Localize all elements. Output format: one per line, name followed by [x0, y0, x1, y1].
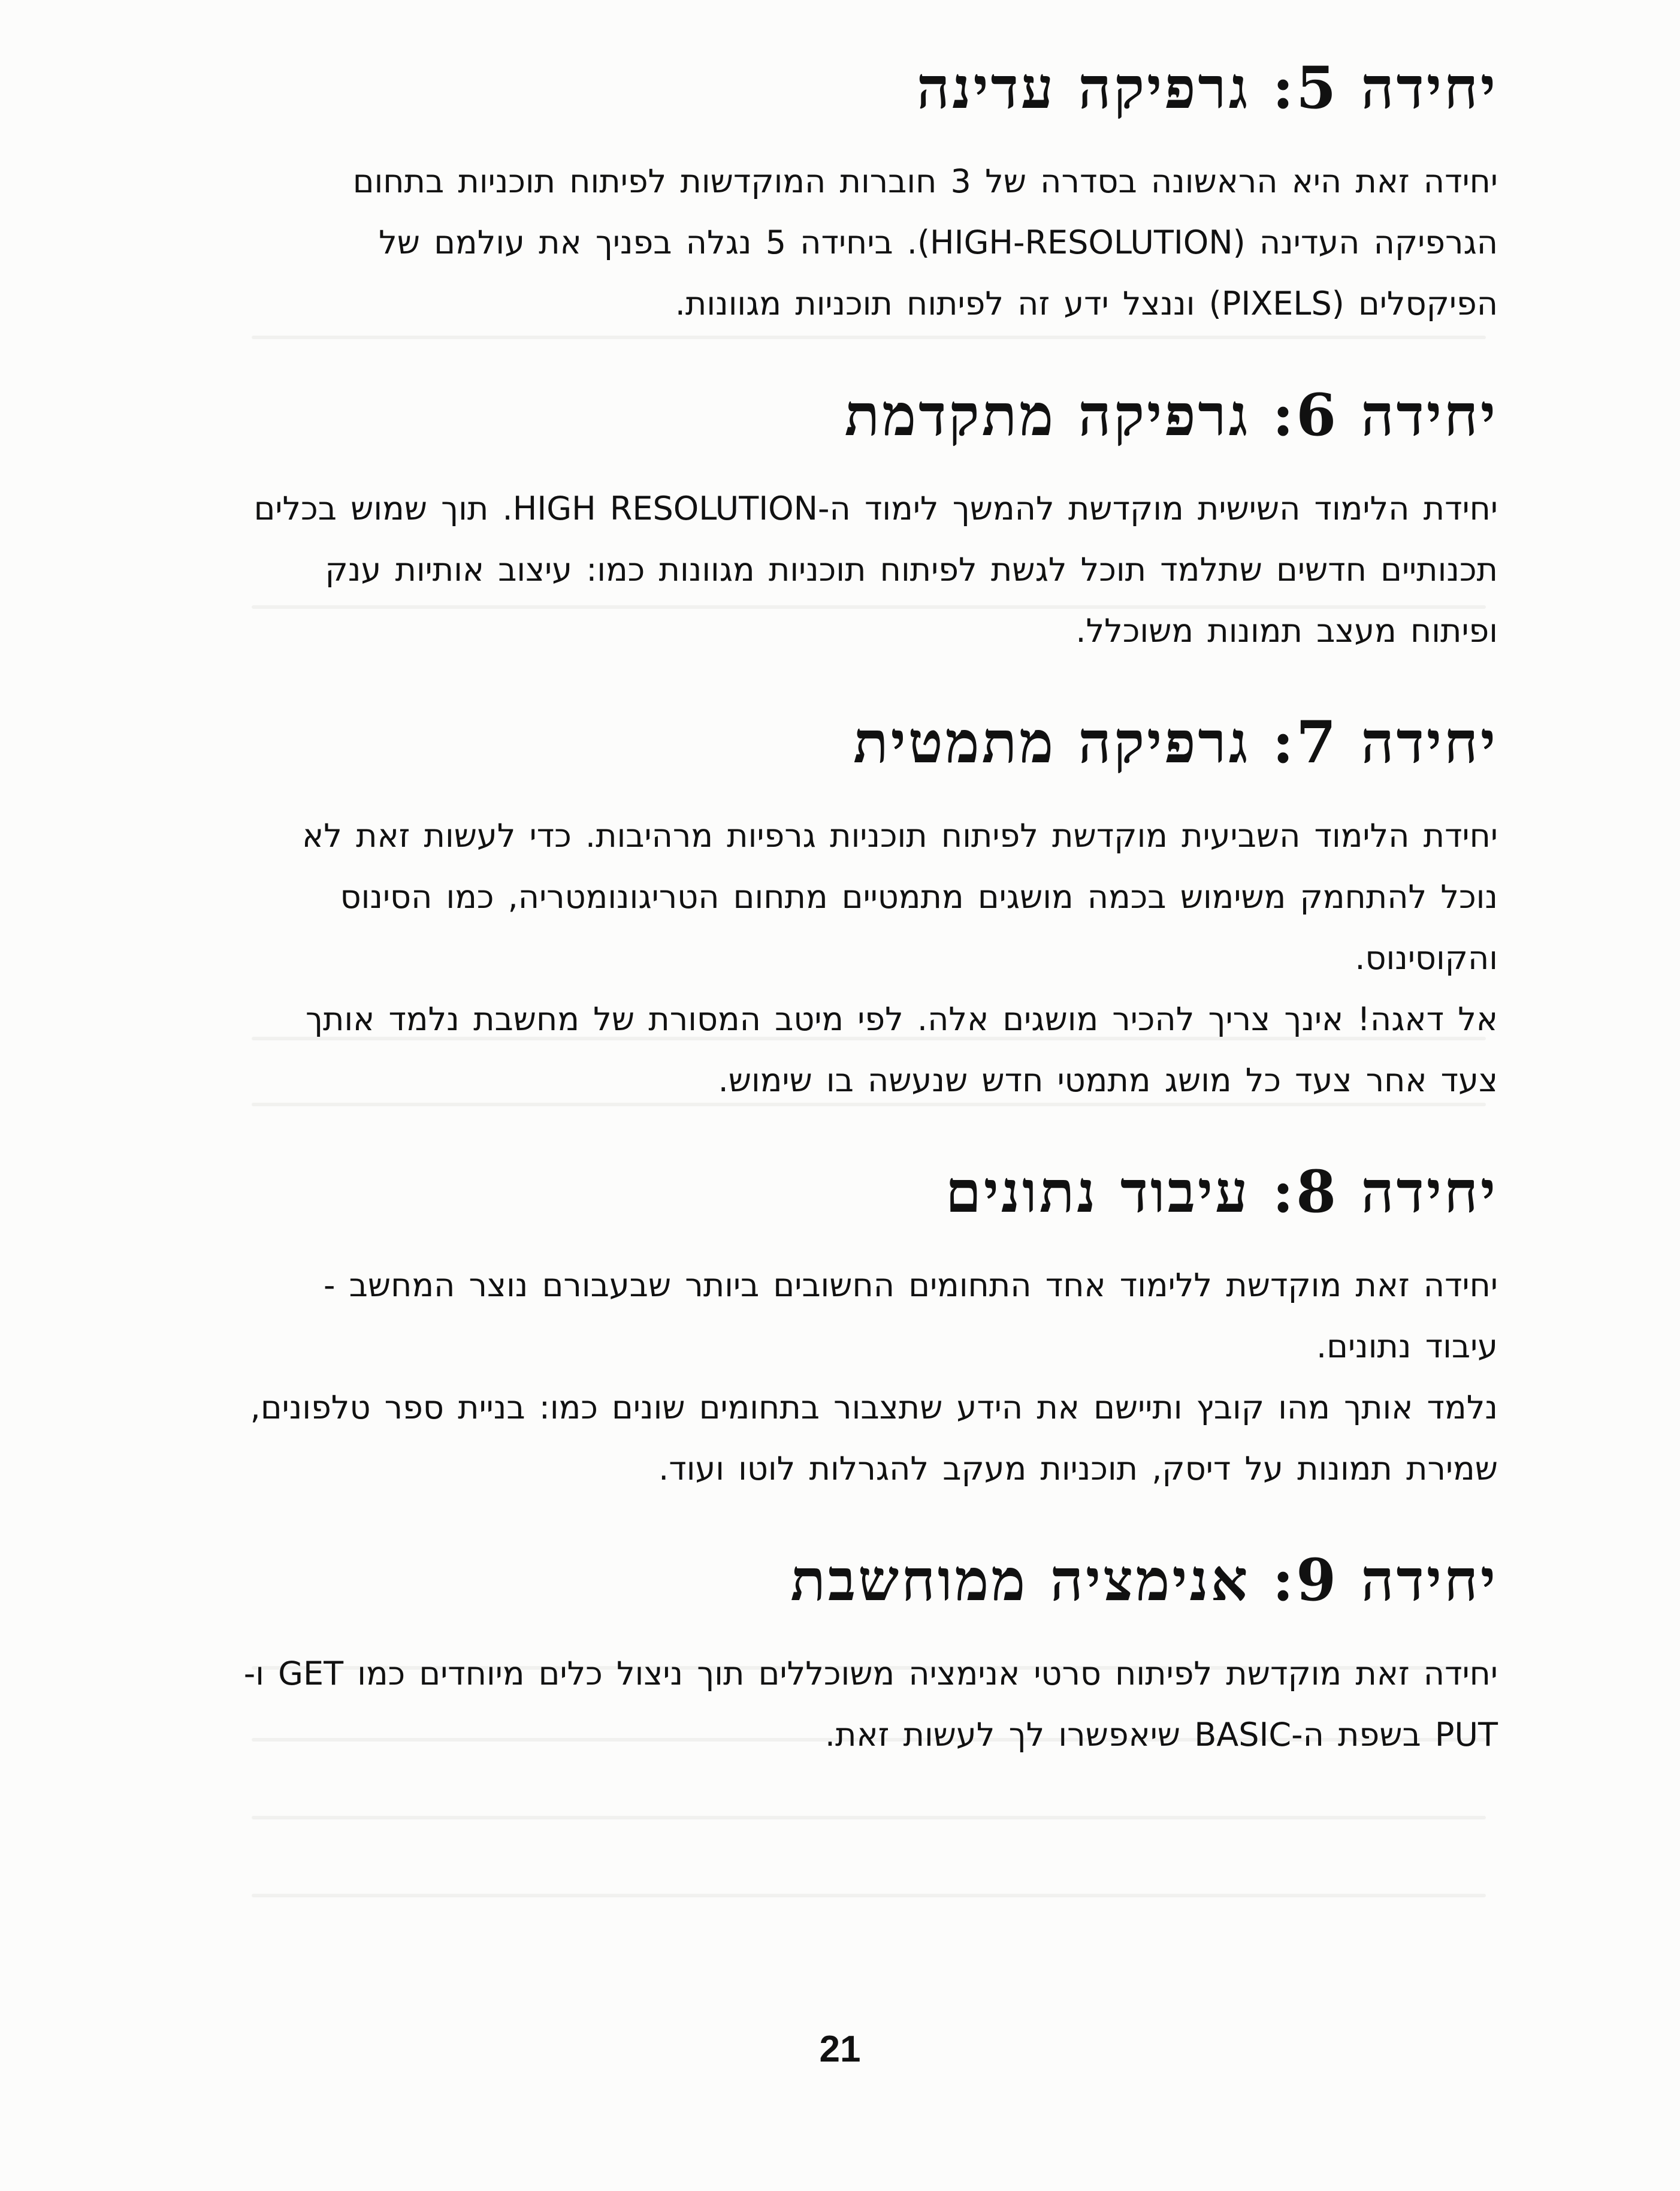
- unit-5-heading: יחידה 5: גרפיקה עדינה: [917, 54, 1498, 122]
- page-number: 21: [819, 2029, 861, 2070]
- unit-5-section: [240, 43, 1498, 334]
- show-through-line: [252, 1894, 1486, 1897]
- unit-9-paragraph: יחידה זאת מוקדשת לפיתוח סרטי אנימציה משוכללים תוך ניצול כלים מיוחדים כמו GET ו- PUT בשפת ה-BASIC שיאפשרו לך לעשות זאת.: [243, 1655, 1498, 1754]
- unit-7-section: [240, 698, 1498, 1111]
- unit-8-section: [240, 1147, 1498, 1499]
- unit-7-paragraph: אל דאגה! אינך צריך להכיר מושגים אלה. לפי מיטב המסורת של מחשבת נלמד אותך צעד אחר צעד כל מושג מתמטי חדש שנעשה בו שימוש.: [305, 1000, 1498, 1099]
- unit-8-heading: יחידה 8: עיבוד נתונים: [945, 1158, 1498, 1226]
- unit-9-section: [240, 1535, 1498, 1766]
- unit-8-paragraph: יחידה זאת מוקדשת ללימוד אחד התחומים החשובים ביותר שבעבורם נוצר המחשב - עיבוד נתונים.: [324, 1266, 1498, 1365]
- unit-6-section: [240, 370, 1498, 662]
- unit-9-heading: יחידה 9: אנימציה ממוחשבת: [790, 1546, 1498, 1614]
- unit-6-paragraph: יחידת הלימוד השישית מוקדשת להמשך לימוד ה-HIGH RESOLUTION. תוך שמוש בכלים תכנותיים חדשים שתלמד תוכל לגשת לפיתוח תוכניות מגוונות כמו: עיצוב אותיות ענק ופיתוח מעצב תמונות משוכלל.: [253, 490, 1498, 650]
- unit-6-heading: יחידה 6: גרפיקה מתקדמת: [844, 381, 1498, 449]
- show-through-line: [252, 1816, 1486, 1819]
- unit-8-paragraph: נלמד אותך מהו קובץ ותיישם את הידע שתצבור בתחומים שונים כמו: בניית ספר טלפונים, שמירת תמונות על דיסק, תוכניות מעקב להגרלות לוטו ועוד.: [250, 1389, 1498, 1487]
- document-body: [240, 43, 1498, 1801]
- unit-5-paragraph: יחידה זאת היא הראשונה בסדרה של 3 חוברות המוקדשות לפיתוח תוכניות בתחום הגרפיקה העדינה (HIGH-RESOLUTION). ביחידה 5 נגלה בפניך את עולמם של הפיקסלים (PIXELS) וננצל ידע זה לפיתוח תוכניות מגוונות.: [352, 162, 1498, 322]
- unit-7-heading: יחידה 7: גרפיקה מתמטית: [853, 708, 1498, 776]
- unit-7-paragraph: יחידת הלימוד השביעית מוקדשת לפיתוח תוכניות גרפיות מרהיבות. כדי לעשות זאת לא נוכל להתחמק משימוש בכמה מושגים מתמטיים מתחום הטריגונומטריה, כמו הסינוס והקוסינוס.: [302, 817, 1498, 977]
